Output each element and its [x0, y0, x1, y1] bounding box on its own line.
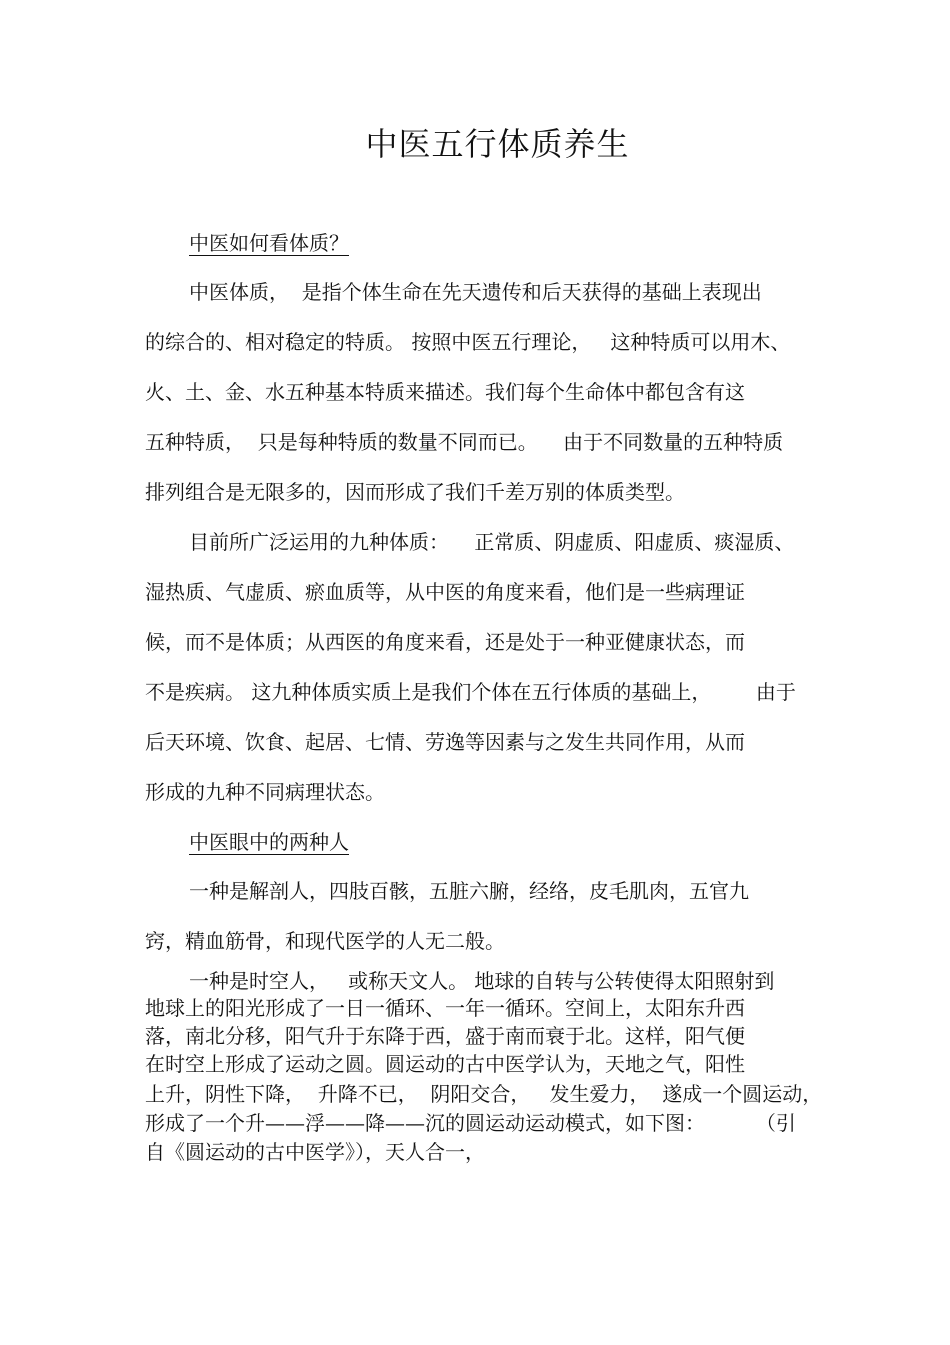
- paragraph-line: 排列组合是无限多的，因而形成了我们千差万别的体质类型。: [145, 480, 685, 504]
- paragraph-line: 五种特质， 只是每种特质的数量不同而已。 由于不同数量的五种特质: [145, 430, 784, 454]
- document-title: 中医五行体质养生: [365, 125, 630, 163]
- paragraph-line: 一种是解剖人，四肢百骸，五脏六腑，经络，皮毛肌肉，五官九: [189, 879, 749, 903]
- paragraph-line: 不是疾病。 这九种体质实质上是我们个体在五行体质的基础上， 由于: [145, 680, 796, 704]
- paragraph-line: 形成的九种不同病理状态。: [145, 780, 385, 804]
- section-heading-two-kinds: 中医眼中的两种人: [189, 830, 349, 854]
- paragraph-line: 一种是时空人， 或称天文人。 地球的自转与公转使得太阳照射到: [189, 969, 775, 993]
- paragraph-line: 后天环境、饮食、起居、七情、劳逸等因素与之发生共同作用，从而: [145, 730, 745, 754]
- paragraph-line: 地球上的阳光形成了一日一循环、一年一循环。空间上，太阳东升西: [145, 996, 745, 1020]
- paragraph-line: 落，南北分移，阳气升于东降于西，盛于南而衰于北。这样，阳气便: [145, 1024, 745, 1048]
- paragraph-line: 中医体质， 是指个体生命在先天遗传和后天获得的基础上表现出: [189, 280, 762, 304]
- paragraph-line: 在时空上形成了运动之圆。圆运动的古中医学认为，天地之气，阳性: [145, 1052, 745, 1076]
- paragraph-line: 形成了一个升——浮——降——沉的圆运动运动模式，如下图： （引: [145, 1111, 796, 1135]
- paragraph-line: 目前所广泛运用的九种体质： 正常质、阴虚质、阳虚质、痰湿质、: [189, 530, 795, 554]
- paragraph-line: 自《圆运动的古中医学》），天人合一，: [145, 1140, 485, 1164]
- paragraph-line: 窍，精血筋骨，和现代医学的人无二般。: [145, 929, 505, 953]
- paragraph-line: 的综合的、相对稳定的特质。 按照中医五行理论， 这种特质可以用木、: [145, 330, 791, 354]
- paragraph-line: 火、土、金、水五种基本特质来描述。我们每个生命体中都包含有这: [145, 380, 745, 404]
- paragraph-line: 上升，阴性下降， 升降不已， 阴阳交合， 发生爱力， 遂成一个圆运动，: [145, 1082, 823, 1106]
- paragraph-line: 湿热质、气虚质、瘀血质等，从中医的角度来看，他们是一些病理证: [145, 580, 745, 604]
- paragraph-line: 候，而不是体质；从西医的角度来看，还是处于一种亚健康状态，而: [145, 630, 745, 654]
- section-heading-constitution: 中医如何看体质？: [189, 231, 349, 255]
